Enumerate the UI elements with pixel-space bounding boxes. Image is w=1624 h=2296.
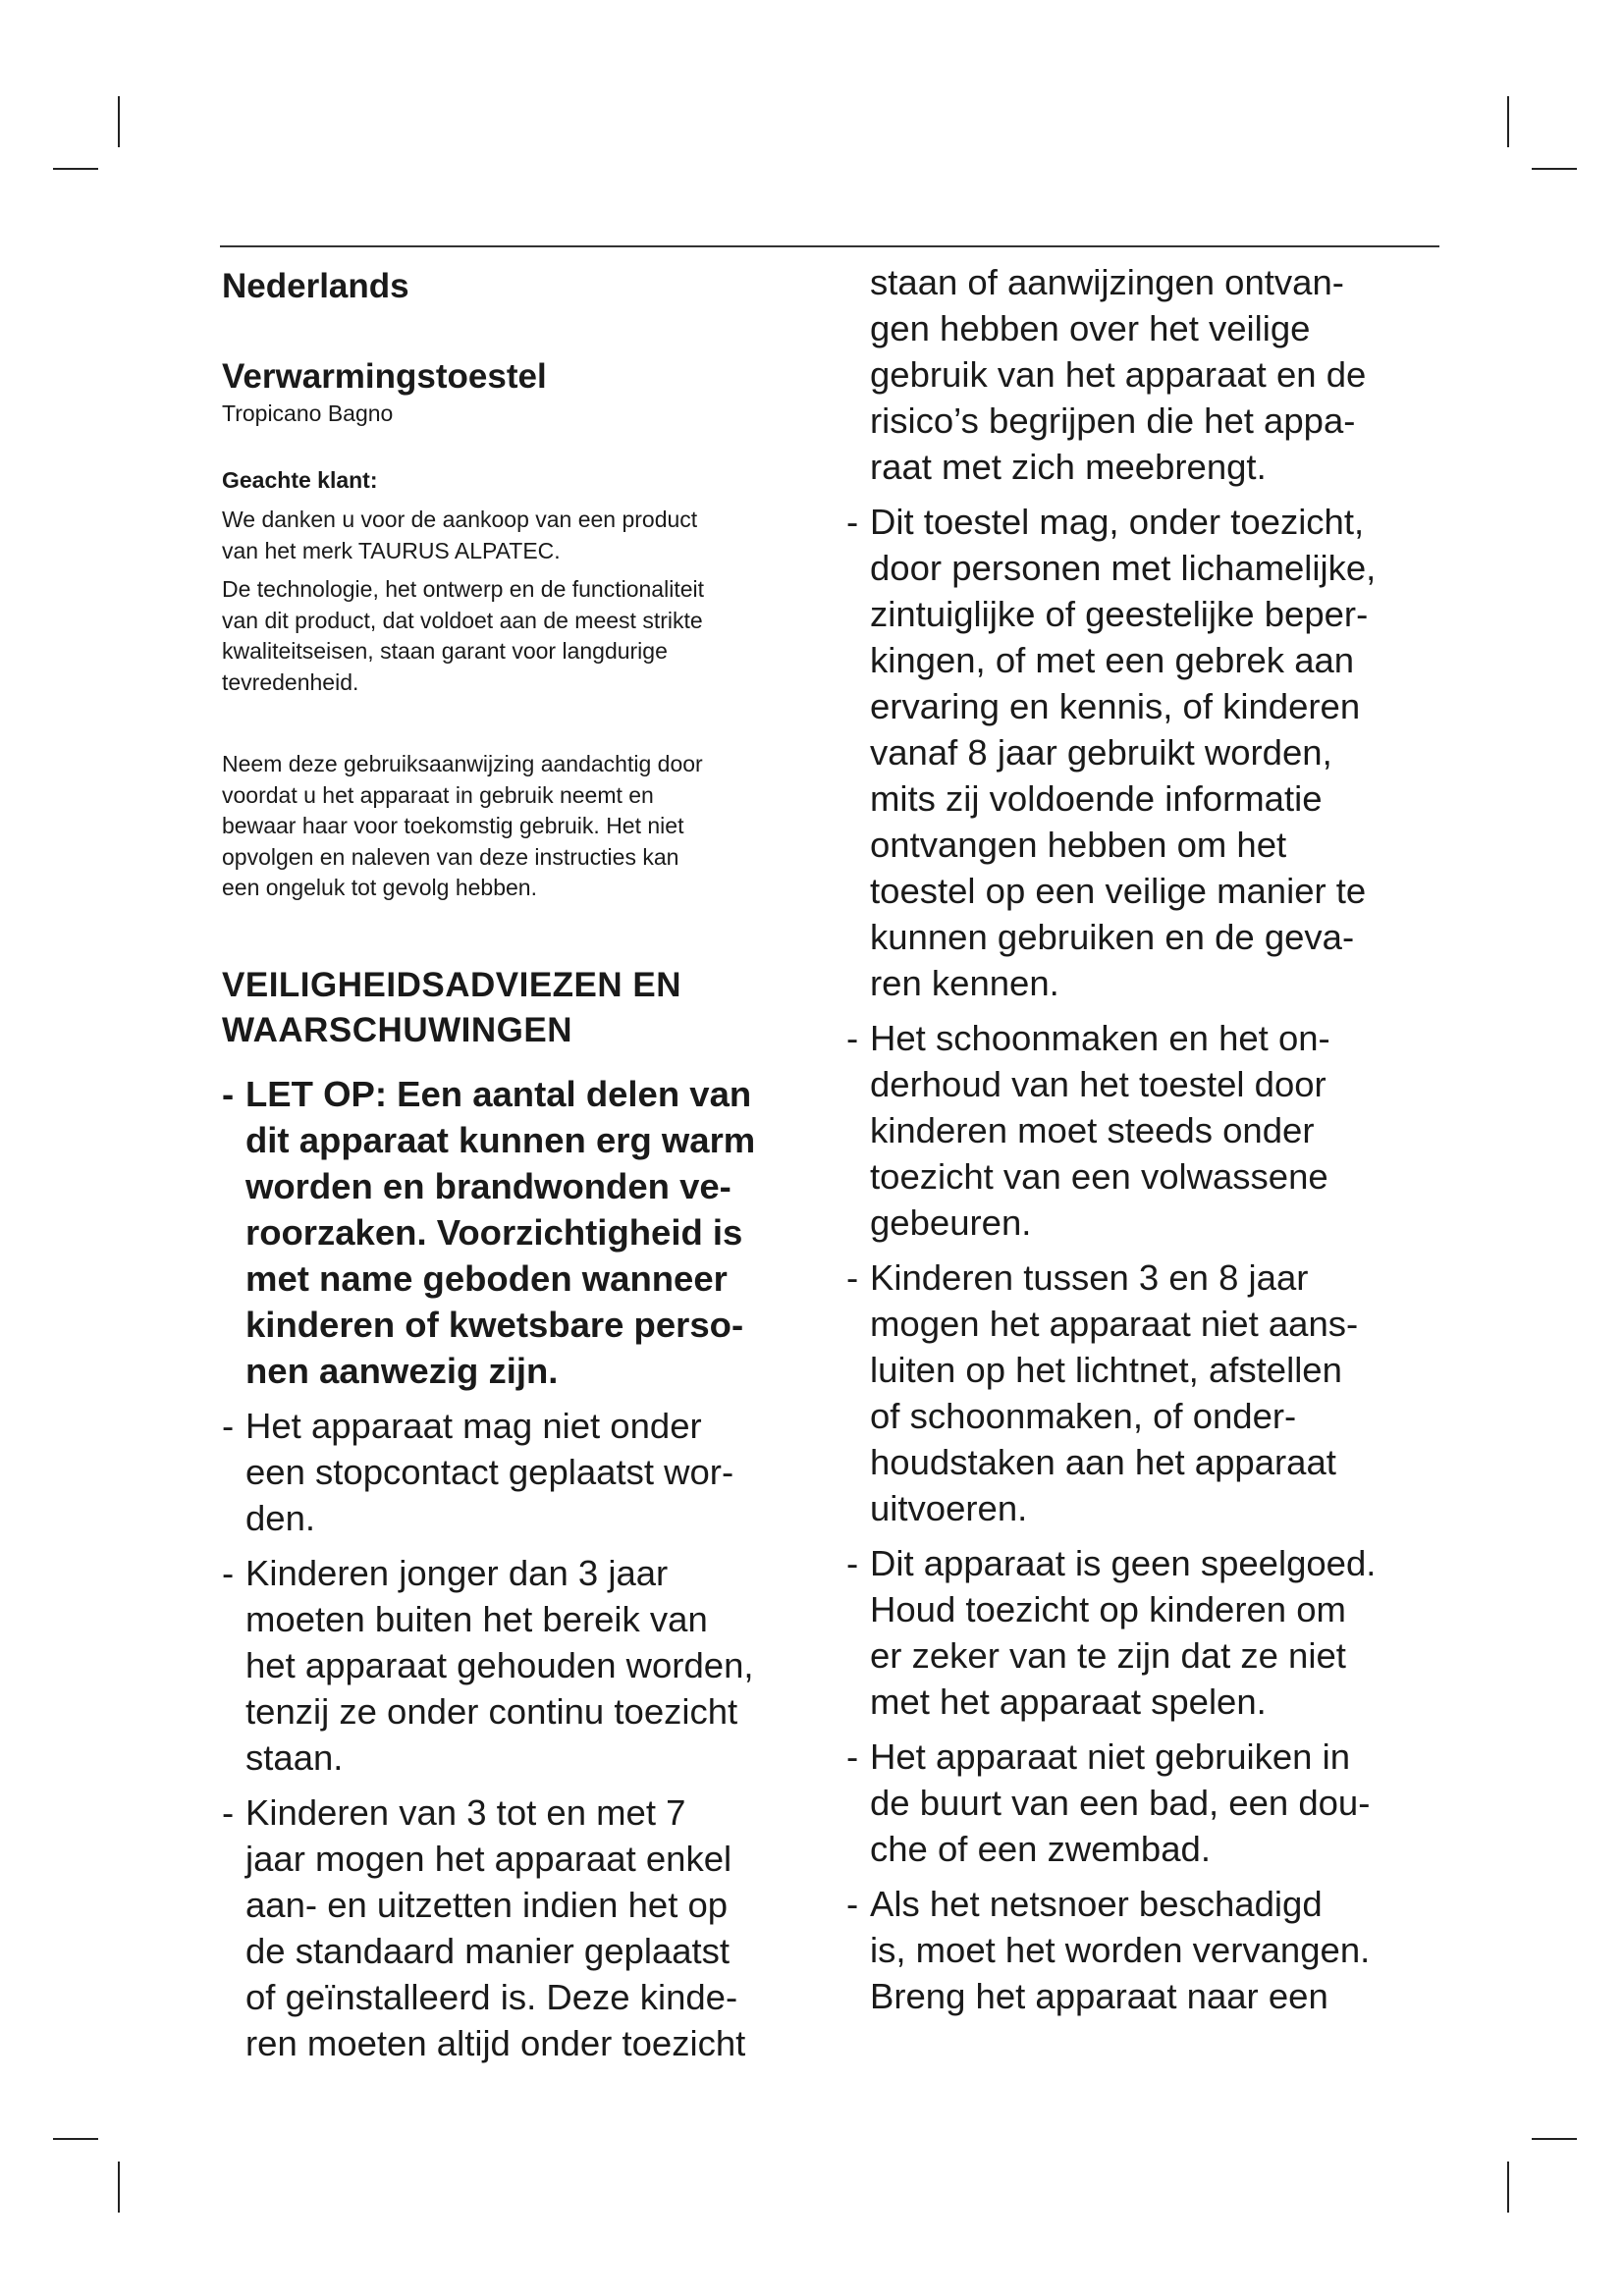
safety-item: - Kinderen tussen 3 en 8 jaar mogen het apparaat niet aans- luiten op het lichtnet, afstellen of schoonmaken, of onder- houdstaken aan het apparaat uitvoeren. xyxy=(846,1255,1441,1531)
header-rule xyxy=(220,245,1439,247)
dash-marker: - xyxy=(846,1543,859,1583)
crop-mark-bottom-left-v xyxy=(118,2162,120,2213)
dash-marker: - xyxy=(846,1884,859,1924)
crop-mark-bottom-right-h xyxy=(1532,2138,1577,2140)
safety-item-warning: - LET OP: Een aantal delen van dit apparaat kunnen erg warm worden en brandwonden ve- roorzaken. Voorzichtigheid is met name geboden wanneer kinderen of kwetsbare perso- nen aanwezig zijn. xyxy=(222,1071,831,1394)
right-column xyxy=(846,259,1441,2028)
safety-item: - Het schoonmaken en het on- derhoud van het toestel door kinderen moet steeds onder toezicht van een volwassene gebeuren. xyxy=(846,1015,1441,1246)
dash-marker: - xyxy=(222,1552,235,1593)
safety-item: - Kinderen van 3 tot en met 7 jaar mogen het apparaat enkel aan- en uitzetten indien het op de standaard manier geplaatst of geïnstalleerd is. Deze kinde- ren moeten altijd onder toezicht xyxy=(222,1789,831,2066)
product-model: Tropicano Bagno xyxy=(222,400,394,426)
safety-item-continuation: staan of aanwijzingen ontvan- gen hebben over het veilige gebruik van het apparaat en de risico’s begrijpen die het appa- raat met zich meebrengt. xyxy=(870,262,1367,487)
crop-mark-top-right-v xyxy=(1507,96,1509,147)
crop-mark-top-right-h xyxy=(1532,168,1577,170)
intro-paragraph: De technologie, het ontwerp en de functionaliteit van dit product, dat voldoet aan de meest strikte kwaliteitseisen, staan garant voor langdurige tevredenheid. xyxy=(222,576,704,695)
dash-marker: - xyxy=(222,1791,235,1833)
crop-mark-bottom-left-h xyxy=(53,2138,98,2140)
safety-item: - Het apparaat niet gebruiken in de buurt van een bad, een dou- che of een zwembad. xyxy=(846,1734,1441,1872)
dash-marker: - xyxy=(846,1257,859,1298)
section-title: VEILIGHEIDSADVIEZEN EN WAARSCHUWINGEN xyxy=(222,965,682,1049)
crop-mark-top-left-v xyxy=(118,96,120,147)
crop-mark-top-left-h xyxy=(53,168,98,170)
safety-item: - Kinderen jonger dan 3 jaar moeten buiten het bereik van het apparaat gehouden worden, tenzij ze onder continu toezicht staan. xyxy=(222,1550,831,1781)
greeting: Geachte klant: xyxy=(222,467,378,493)
dash-marker: - xyxy=(846,502,859,542)
safety-item: - Dit apparaat is geen speelgoed. Houd toezicht op kinderen om er zeker van te zijn dat ze niet met het apparaat spelen. xyxy=(846,1540,1441,1725)
product-title: Verwarmingstoestel xyxy=(222,357,547,396)
dash-marker: - xyxy=(222,1405,235,1446)
safety-item: - Het apparaat mag niet onder een stopcontact geplaatst wor- den. xyxy=(222,1403,831,1541)
dash-marker: - xyxy=(846,1736,859,1777)
left-column xyxy=(222,263,831,2075)
crop-mark-bottom-right-v xyxy=(1507,2162,1509,2213)
safety-item: - Dit toestel mag, onder toezicht, door personen met lichamelijke, zintuiglijke of geestelijke beper- kingen, of met een gebrek aan ervaring en kennis, of kinderen vanaf 8 jaar gebruikt worden, mits zij voldoende informatie ontvangen hebben om het toestel op een veilige manier te kunnen gebruiken en de geva- ren kennen. xyxy=(846,499,1441,1006)
dash-marker: - xyxy=(846,1018,859,1058)
intro-paragraph: Neem deze gebruiksaanwijzing aandachtig door voordat u het apparaat in gebruik neemt en bewaar haar voor toekomstig gebruik. Het niet opvolgen en naleven van deze instructies kan een ongeluk tot gevolg hebben. xyxy=(222,751,703,900)
language-heading: Nederlands xyxy=(222,267,409,305)
intro-paragraph: We danken u voor de aankoop van een product van het merk TAURUS ALPATEC. xyxy=(222,507,698,563)
safety-item: - Als het netsnoer beschadigd is, moet het worden vervangen. Breng het apparaat naar een xyxy=(846,1881,1441,2019)
dash-marker: - xyxy=(222,1073,235,1114)
